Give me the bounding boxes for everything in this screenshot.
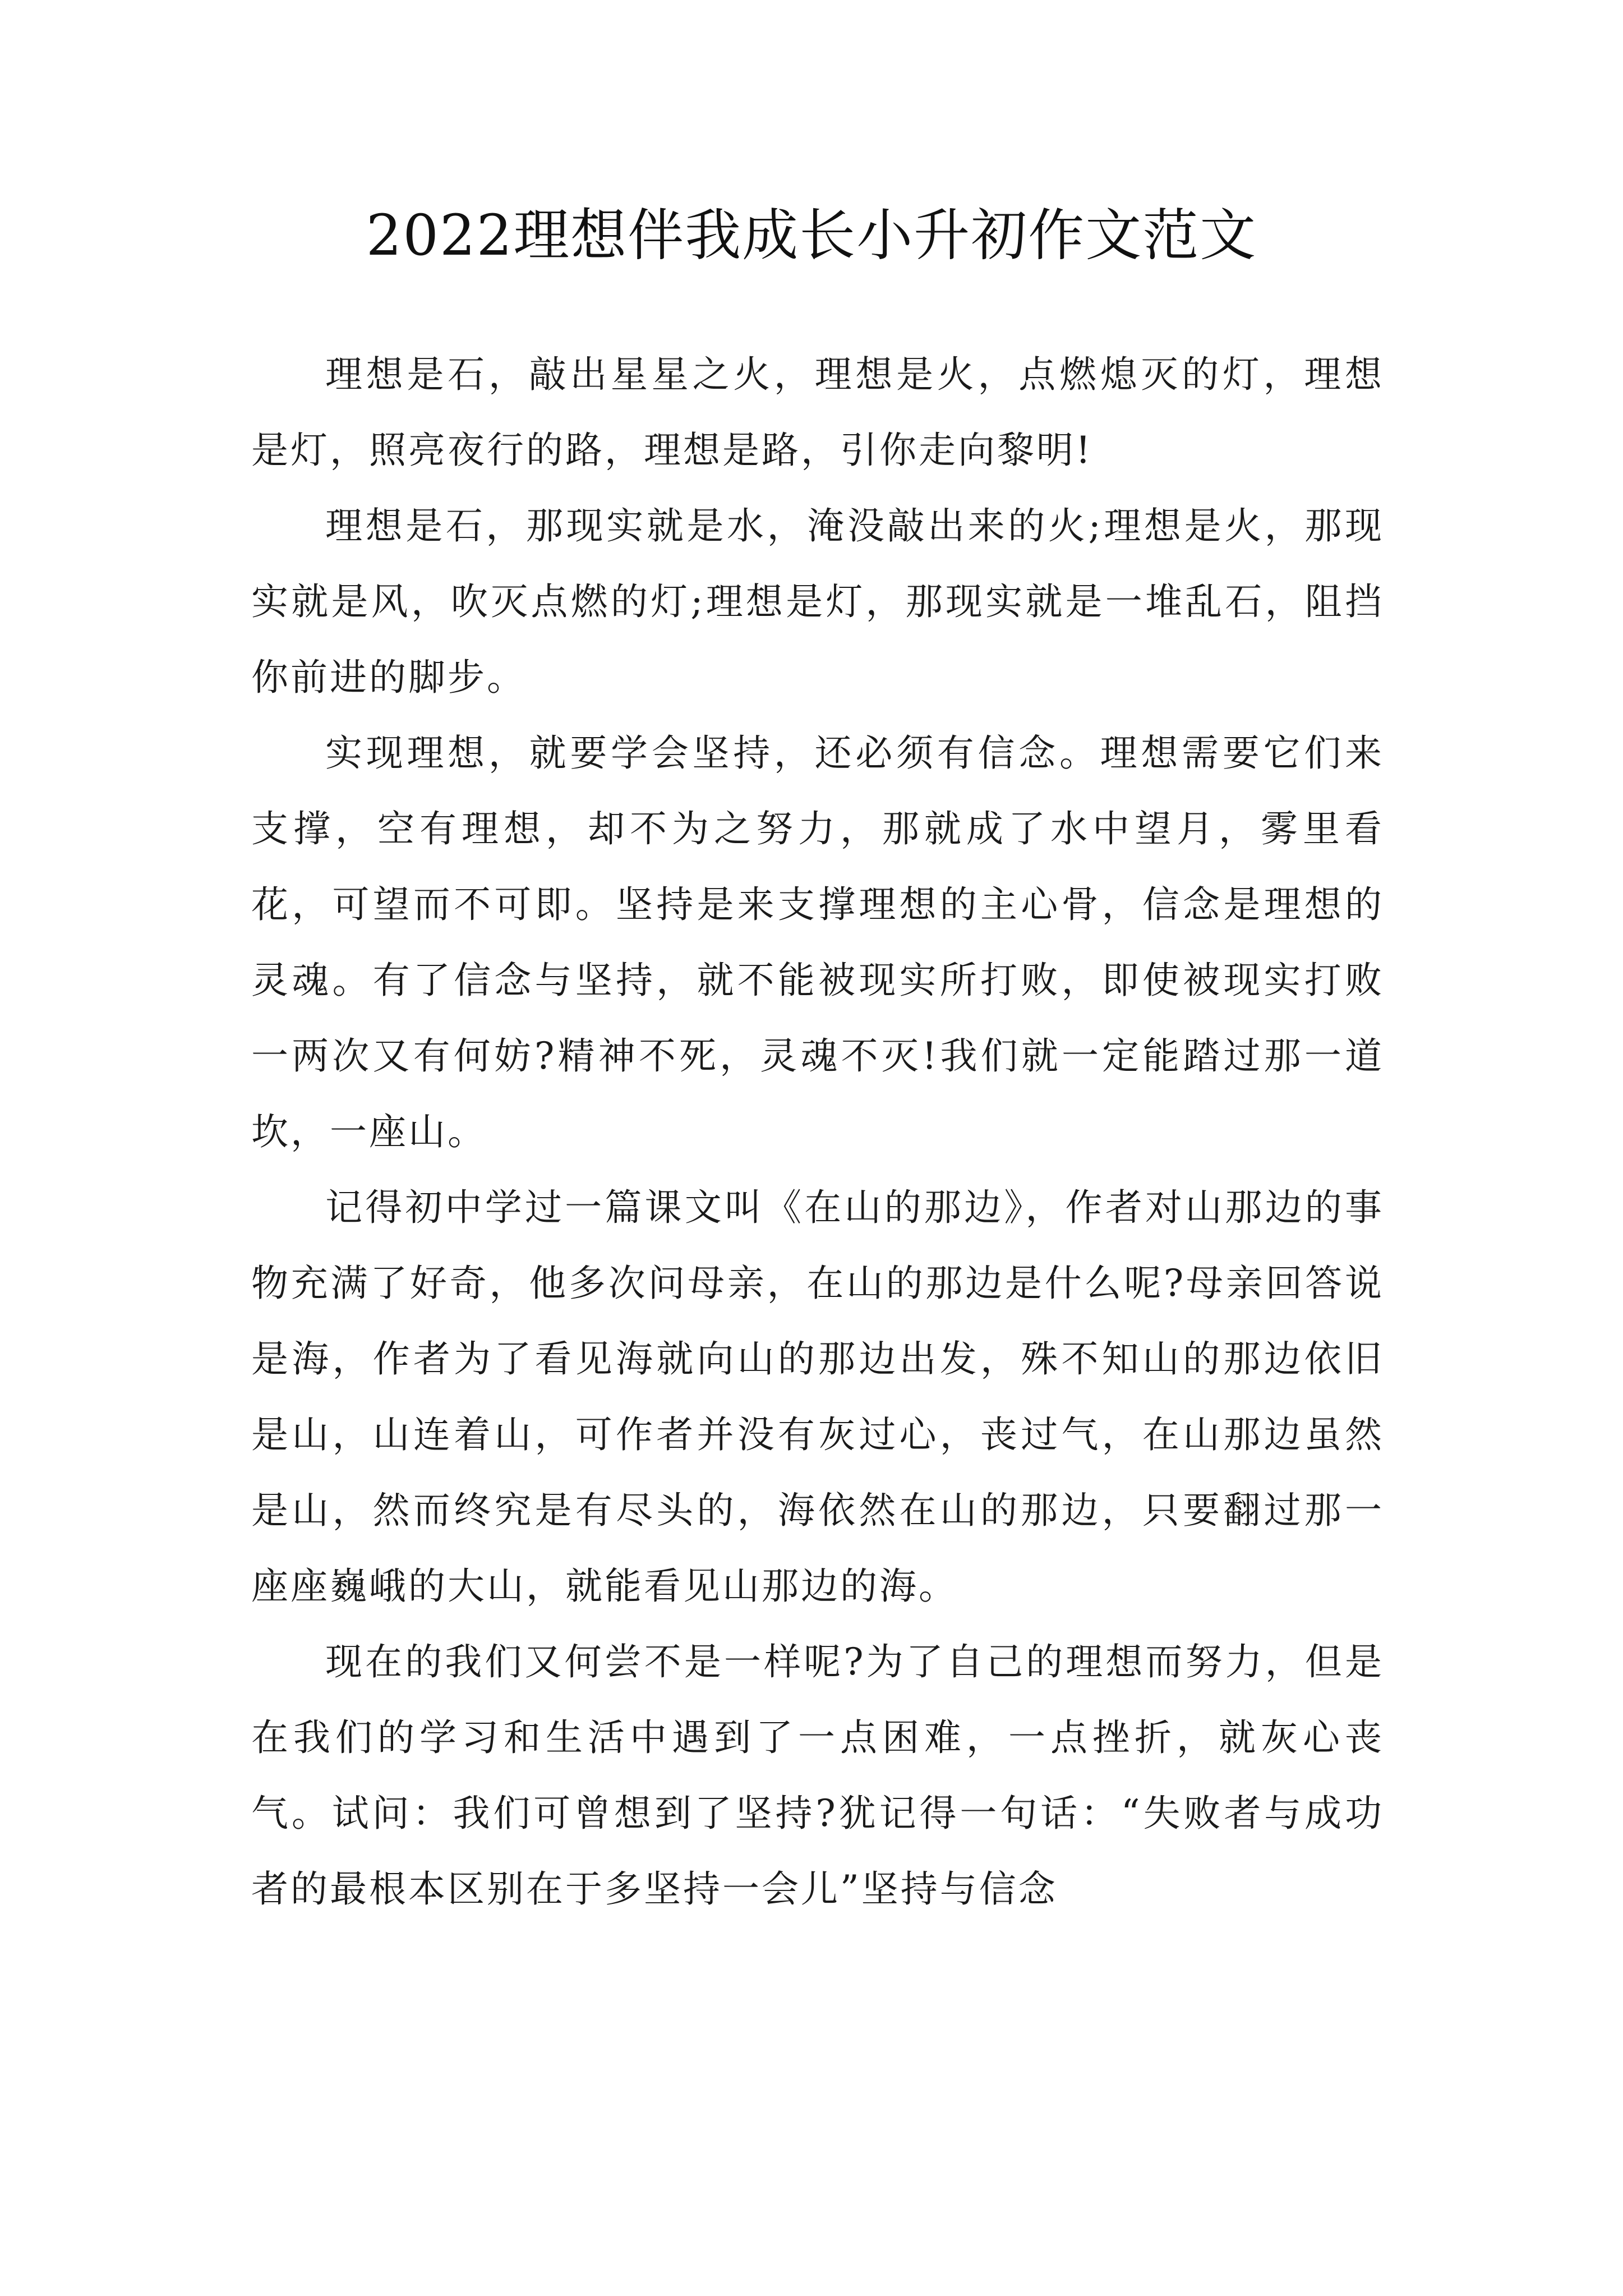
paragraph: 理想是石，那现实就是水，淹没敲出来的火;理想是火，那现实就是风，吹灭点燃的灯;理想是灯，那现实就是一堆乱石，阻挡你前进的脚步。 [251,504,1384,699]
paragraph: 记得初中学过一篇课文叫《在山的那边》，作者对山那边的事物充满了好奇，他多次问母亲，在山的那边是什么呢?母亲回答说是海，作者为了看见海就向山的那边出发，殊不知山的那边依旧是山，山连着山，可作者并没有灰过心，丧过气，在山那边虽然是山，然而终究是有尽头的，海依然在山的那边，只要翻过那一座座巍峨的大山，就能看见山那边的海。 [251,1186,1384,1608]
document-body [251,337,1384,1927]
document-title: 2022理想伴我成长小升初作文范文 [366,203,1257,268]
paragraph: 实现理想，就要学会坚持，还必须有信念。理想需要它们来支撑，空有理想，却不为之努力，那就成了水中望月，雾里看花，可望而不可即。坚持是来支撑理想的主心骨，信念是理想的灵魂。有了信念与坚持，就不能被现实所打败，即使被现实打败一两次又有何妨?精神不死，灵魂不灭!我们就一定能踏过那一道坎，一座山。 [251,731,1384,1153]
paragraph: 理想是石，敲出星星之火，理想是火，点燃熄灭的灯，理想是灯，照亮夜行的路，理想是路，引你走向黎明! [251,353,1384,472]
paragraph: 现在的我们又何尝不是一样呢?为了自己的理想而努力，但是在我们的学习和生活中遇到了一点困难，一点挫折，就灰心丧气。试问：我们可曾想到了坚持?犹记得一句话：“失败者与成功者的最根本区别在于多坚持一会儿”坚持与信念 [251,1640,1384,1911]
